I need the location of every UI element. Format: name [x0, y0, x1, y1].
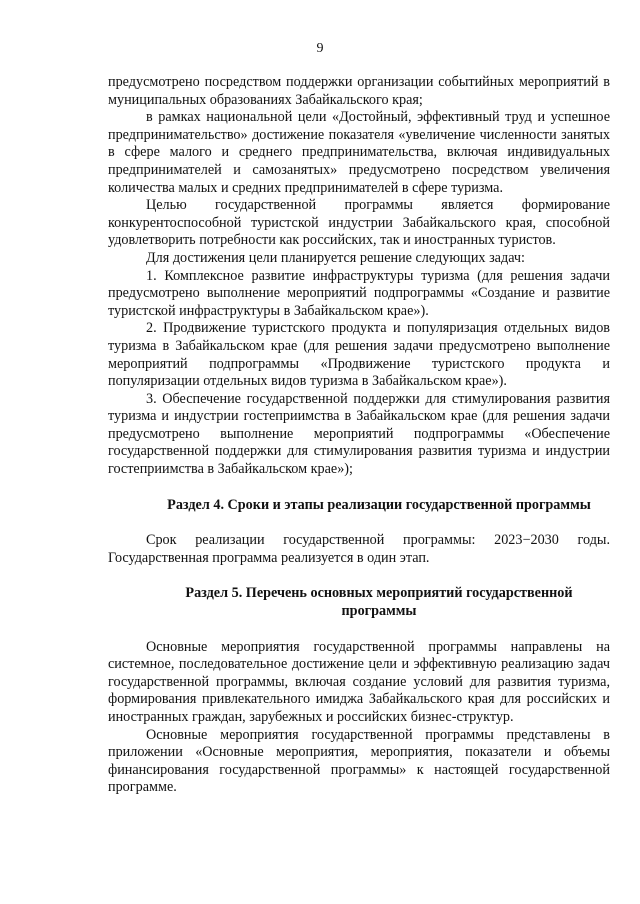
paragraph-task-1: 1. Комплексное развитие инфраструктуры туризма (для решения задачи предусмотрено выполнение мероприятий подпрограммы «Создание и развитие туристской инфраструктуры в Забайкальском крае»). [108, 267, 610, 319]
paragraph-task-3: 3. Обеспечение государственной поддержки для стимулирования развития туризма и индустрии гостеприимства в Забайкальском крае (для решения задачи предусмотрено выполнение мероприятий подпрограммы «Обеспечение государственной поддержки для стимулирования развития туризма и индустрии гостеприимства в Забайкальском крае»); [108, 390, 610, 478]
section-5-paragraph-2: Основные мероприятия государственной программы представлены в приложении «Основные мероприятия, мероприятия, показатели и объемы финансирования государственной программы» к настоящей государственной программе. [108, 726, 610, 796]
section-5-paragraph-1: Основные мероприятия государственной программы направлены на системное, последовательное достижение цели и эффективную реализацию задач государственной программы, включая создание условий для развития туризма, формирования привлекательного имиджа Забайкальского края для российских и иностранных граждан, зарубежных и российских бизнес-структур. [108, 638, 610, 725]
document-body [108, 74, 610, 797]
section-4-text: Срок реализации государственной программы: 2023−2030 годы. Государственная программа реализуется в один этап. [108, 532, 610, 566]
section-5-heading: Раздел 5. Перечень основных мероприятий государственной программы [185, 585, 573, 620]
paragraph-tasks-intro: Для достижения цели планируется решение следующих задач: [146, 249, 525, 266]
section-4-heading: Раздел 4. Сроки и этапы реализации государственной программы [167, 496, 591, 513]
paragraph-national-goal: в рамках национальной цели «Достойный, эффективный труд и успешное предпринимательство» достижение показателя «увеличение численности занятых в сфере малого и среднего предпринимательства, включая индивидуальных предпринимателей и самозанятых» предусмотрено посредством увеличения количества малых и средних предпринимателей в сфере туризма. [108, 109, 610, 196]
paragraph-program-goal: Целью государственной программы является формирование конкурентоспособной туристской индустрии Забайкальского края, способной удовлетворить потребности как российских, так и иностранных туристов. [108, 197, 610, 249]
page-number: 9 [316, 41, 324, 56]
paragraph-events-support: предусмотрено посредством поддержки организации событийных мероприятий в муниципальных образованиях Забайкальского края; [108, 74, 610, 108]
paragraph-task-2: 2. Продвижение туристского продукта и популяризация отдельных видов туризма в Забайкальском крае (для решения задачи предусмотрено выполнение мероприятий подпрограммы «Продвижение туристского продукта и популяризации отдельных видов туризма в Забайкальском крае»). [108, 320, 610, 390]
